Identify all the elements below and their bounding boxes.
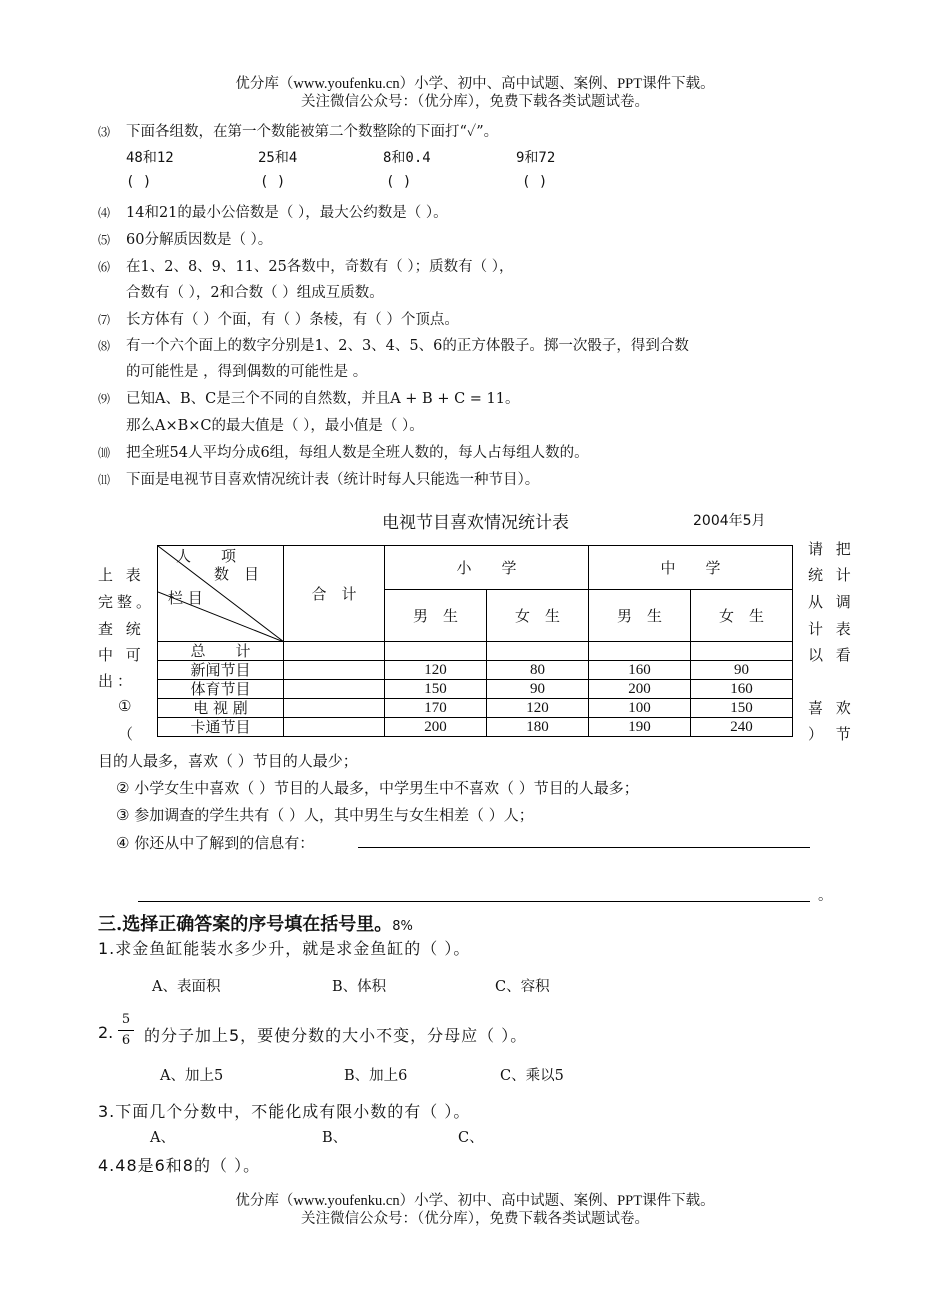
cell: 200 [589, 680, 691, 699]
header-middle-girl: 女 生 [691, 590, 793, 642]
s3-q3-option-a[interactable]: A、 [150, 1130, 175, 1146]
question-text: 下面各组数，在第一个数能被第二个数整除的下面打“✓”。 [126, 124, 499, 140]
sub-question-2: ② 小学女生中喜欢（ ）节目的人最多，中学男生中不喜欢（ ）节目的人最多； [116, 779, 639, 797]
cell [284, 680, 385, 699]
question-9 [98, 387, 520, 408]
pair-3: 8和0.4 [383, 150, 431, 166]
question-number: ⑽ [98, 446, 111, 460]
cell [385, 642, 487, 661]
question-10 [98, 441, 589, 462]
s3-question-1: 1.求金鱼缸能装水多少升，就是求金鱼缸的（ ）。 [98, 939, 471, 958]
cell: 80 [487, 661, 589, 680]
s3-question-3: 3.下面几个分数中，不能化成有限小数的有（ ）。 [98, 1102, 471, 1121]
s3-question-2: 的分子加上5，要使分数的大小不变，分母应（ ）。 [144, 1026, 528, 1045]
question-11 [98, 468, 539, 489]
cell [487, 642, 589, 661]
cell [589, 642, 691, 661]
question-text: 下面是电视节目喜欢情况统计表（统计时每人只能选一种节目）。 [126, 472, 540, 488]
header-primary-school: 小 学 [385, 546, 589, 590]
side-right-2: 统 计 [808, 566, 855, 584]
statistics-table [157, 545, 793, 737]
table-corner-cell [158, 546, 284, 642]
table-title: 电视节目喜欢情况统计表 [382, 513, 569, 533]
cell [284, 661, 385, 680]
table-row [158, 699, 793, 718]
cell: 170 [385, 699, 487, 718]
cell: 150 [385, 680, 487, 699]
header-primary-boy: 男 生 [385, 590, 487, 642]
s3-q1-option-b[interactable]: B、体积 [332, 979, 387, 995]
question-7 [98, 308, 459, 329]
s3-question-4: 4.48是6和8的（ ）。 [98, 1156, 261, 1175]
answer-line-2[interactable] [138, 901, 810, 902]
row-label: 电 视 剧 [158, 699, 284, 718]
table-row [158, 680, 793, 699]
question-text: 14和21的最小公倍数是（ ），最大公约数是（ ）。 [126, 205, 448, 221]
question-number: ⑾ [98, 473, 111, 487]
cell: 150 [691, 699, 793, 718]
question-5 [98, 228, 272, 249]
side-right-1: 请 把 [808, 540, 855, 558]
question-text: 有一个六个面上的数字分别是1、2、3、4、5、6的正方体骰子。掷一次骰子，得到合数 [126, 338, 689, 354]
s3-q2-option-a[interactable]: A、加上5 [160, 1068, 224, 1084]
cell: 240 [691, 718, 793, 737]
sub-question-4: ④ 你还从中了解到的信息有： [116, 834, 315, 852]
pair-1: 48和12 [126, 150, 174, 166]
corner-label-top: 人 项 [176, 547, 237, 565]
side-left-1: 上 表 [98, 566, 145, 584]
header-line-1: 优分库（www.youfenku.cn）小学、初中、高中试题、案例、PPT课件下载。 [235, 76, 715, 92]
table-date: 2004年5月 [693, 513, 766, 529]
corner-label-bottom: 栏 目 [168, 589, 203, 607]
section-score: 8% [392, 919, 413, 934]
answer-blank-2[interactable]: ( ) [260, 174, 286, 190]
cell: 160 [691, 680, 793, 699]
fraction [118, 1012, 134, 1049]
header-middle-boy: 男 生 [589, 590, 691, 642]
question-9-line-2: 那么A×B×C的最大值是（ ），最小值是（ ）。 [126, 418, 424, 434]
cell: 200 [385, 718, 487, 737]
s3-q2-option-b[interactable]: B、加上6 [344, 1068, 408, 1084]
question-number: ⑹ [98, 260, 111, 274]
side-right-7: ） 节 [808, 725, 855, 743]
cell: 120 [385, 661, 487, 680]
row-label: 新闻节目 [158, 661, 284, 680]
answer-blank-3[interactable]: ( ) [386, 174, 412, 190]
header-primary-girl: 女 生 [487, 590, 589, 642]
question-text: 在1、2、8、9、11、25各数中，奇数有（ ）；质数有（ ）， [126, 259, 514, 275]
header-middle-school: 中 学 [589, 546, 793, 590]
cell: 100 [589, 699, 691, 718]
side-left-7: （ [118, 725, 138, 743]
question-number: ⑸ [98, 233, 111, 247]
side-left-3: 查 统 [98, 620, 145, 638]
question-text: 60分解质因数是（ ）。 [126, 232, 273, 248]
cell: 90 [691, 661, 793, 680]
table-row [158, 661, 793, 680]
row-label: 卡通节目 [158, 718, 284, 737]
section-title-text: 三.选择正确答案的序号填在括号里。 [98, 914, 393, 935]
question-text: 已知A、B、C是三个不同的自然数，并且A + B + C = 11。 [126, 391, 520, 407]
question-4 [98, 201, 448, 222]
footer-line-2: 关注微信公众号：（优分库），免费下载各类试题试卷。 [301, 1211, 649, 1227]
question-number: ⑺ [98, 313, 111, 327]
s3-q1-option-a[interactable]: A、表面积 [152, 979, 221, 995]
question-6-line-2: 合数有（ ），2和合数（ ）组成互质数。 [126, 285, 384, 301]
pair-4: 9和72 [516, 150, 556, 166]
table-row [158, 642, 793, 661]
header-line-2: 关注微信公众号：（优分库），免费下载各类试题试卷。 [301, 94, 649, 110]
s3-q2-option-c[interactable]: C、乘以5 [500, 1068, 564, 1084]
question-8-line-2: 的可能性是 ，得到偶数的可能性是 。 [126, 364, 368, 380]
cell: 90 [487, 680, 589, 699]
s3-q3-option-b[interactable]: B、 [322, 1130, 348, 1146]
table-row [158, 718, 793, 737]
side-left-2: 完整。 [98, 593, 156, 611]
row-label: 体育节目 [158, 680, 284, 699]
header-total: 合 计 [284, 546, 385, 642]
cell [284, 699, 385, 718]
footer-line-1: 优分库（www.youfenku.cn）小学、初中、高中试题、案例、PPT课件下载。 [235, 1193, 715, 1209]
s3-q2-prefix: 2. [98, 1023, 114, 1042]
side-right-4: 计 表 [808, 620, 855, 638]
sub-question-3: ③ 参加调查的学生共有（ ）人，其中男生与女生相差（ ）人； [116, 806, 534, 824]
answer-line-1[interactable] [358, 847, 810, 848]
side-left-4: 中 可 [98, 646, 145, 664]
question-number: ⑶ [98, 125, 111, 139]
section-3-title [98, 910, 413, 936]
question-number: ⑼ [98, 392, 111, 406]
question-3 [98, 120, 498, 141]
side-right-5: 以 看 [808, 646, 855, 664]
cell: 120 [487, 699, 589, 718]
side-left-6: ① [118, 697, 136, 715]
s3-q1-option-c[interactable]: C、容积 [495, 979, 550, 995]
period: 。 [818, 888, 833, 904]
answer-blank-1[interactable]: ( ) [126, 174, 152, 190]
cell [691, 642, 793, 661]
answer-blank-4[interactable]: ( ) [522, 174, 548, 190]
side-right-3: 从 调 [808, 593, 855, 611]
question-8 [98, 334, 689, 355]
corner-label-mid: 数 目 [214, 565, 260, 583]
cell [284, 642, 385, 661]
pair-2: 25和4 [258, 150, 298, 166]
cell: 180 [487, 718, 589, 737]
side-left-5: 出： [98, 672, 137, 690]
question-6 [98, 255, 514, 276]
fraction-denominator: 6 [121, 1033, 131, 1048]
question-number: ⑷ [98, 206, 111, 220]
cell [284, 718, 385, 737]
cell: 190 [589, 718, 691, 737]
side-right-6: 喜 欢 [808, 699, 855, 717]
fraction-bar [118, 1030, 134, 1031]
s3-q3-option-c[interactable]: C、 [458, 1130, 484, 1146]
fraction-numerator: 5 [121, 1012, 131, 1027]
sub-question-1-cont: 目的人最多，喜欢（ ）节目的人最少； [98, 752, 358, 770]
question-text: 长方体有（ ）个面，有（ ）条棱，有（ ）个顶点。 [126, 312, 459, 328]
row-label: 总 计 [158, 642, 284, 661]
cell: 160 [589, 661, 691, 680]
question-number: ⑻ [98, 339, 111, 353]
question-text: 把全班54人平均分成6组，每组人数是全班人数的，每人占每组人数的。 [126, 445, 589, 461]
